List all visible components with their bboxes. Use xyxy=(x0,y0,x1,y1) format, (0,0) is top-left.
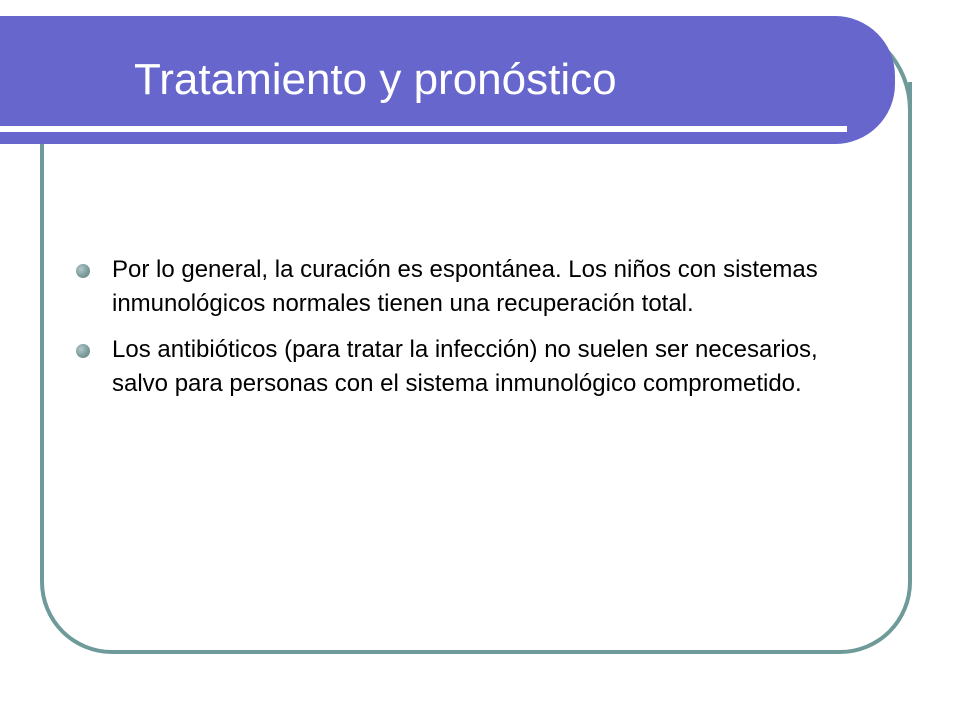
bullet-item xyxy=(76,333,866,401)
title-bar xyxy=(0,16,895,144)
bullet-list xyxy=(76,253,866,413)
bullet-dot-icon xyxy=(76,264,90,278)
slide-title: Tratamiento y pronóstico xyxy=(134,55,617,104)
bullet-text: Por lo general, la curación es espontánea. Los niños con sistemas inmunológicos normales tienen una recuperación total. xyxy=(112,256,818,317)
bullet-text: Los antibióticos (para tratar la infección) no suelen ser necesarios, salvo para personas con el sistema inmunológico comprometido. xyxy=(112,336,818,397)
bullet-dot-icon xyxy=(76,344,90,358)
title-rule xyxy=(0,126,847,132)
bullet-item xyxy=(76,253,866,321)
